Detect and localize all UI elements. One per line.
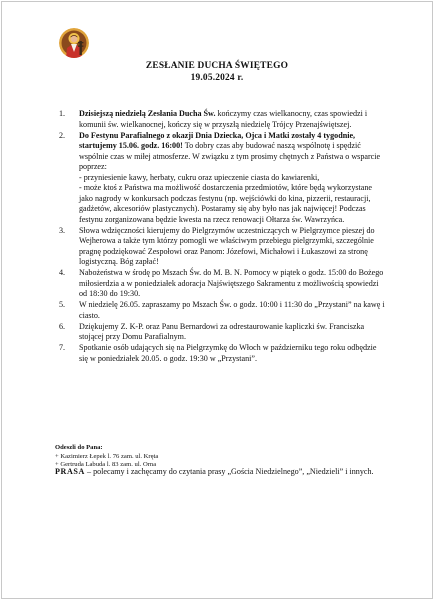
item-text: kończymy czas wielkanocny, czas spowiedzi i komunii św. wielkanocnej, kończy się w przyszłą niedzielę Trójcy Przenajświętszej.: [79, 109, 368, 129]
press-section: [55, 466, 395, 477]
item-number: 2.: [59, 130, 66, 140]
press-label: PRASA: [55, 467, 85, 476]
list-item: [59, 131, 385, 226]
press-text: – polecamy i zachęcamy do czytania prasy „Gościa Niedzielnego”, „Niedzieli” i innych.: [84, 467, 374, 476]
list-item: [59, 268, 385, 300]
item-number: 1.: [59, 109, 66, 118]
list-item: [59, 322, 385, 343]
deceased-heading: Odeszli do Pana:: [55, 444, 103, 451]
list-item: [59, 109, 385, 130]
item-text: W niedzielę 26.05. zapraszamy po Mszach Św. o godz. 10:00 i 11:30 do „Przystani” na kawę i ciasto.: [79, 300, 385, 320]
feast-title: ZESŁANIE DUCHA ŚWIĘTEGO: [145, 61, 289, 71]
item-number: 6.: [59, 321, 66, 331]
deceased-entry: + Gertruda Labuda l. 83 zam. ul. Orna: [55, 461, 157, 469]
deceased-entry: + Kazimierz Łepek l. 76 zam. ul. Kręta: [55, 452, 159, 460]
item-text: Dziękujemy Z. K-P. oraz Panu Bernardowi za odrestaurowanie kapliczki św. Franciszka stojącej przy Domu Parafialnym.: [79, 321, 365, 341]
list-item: [59, 300, 385, 321]
list-item: [59, 226, 385, 268]
item-text: Spotkanie osób udających się na Pielgrzymkę do Włoch w październiku tego roku odbędzie się w poniedziałek 20.05. o godz. 19:30 w „Przystani”.: [79, 343, 377, 363]
saint-portrait-icon: [59, 28, 89, 58]
item-highlight: Dzisiejszą niedzielą Zesłania Ducha Św.: [79, 109, 216, 118]
item-highlight: Do Festynu Parafialnego z okazji Dnia Dziecka, Ojca i Matki zostały 4 tygodnie, startujemy 15.06. godz. 16:00!: [79, 130, 356, 150]
item-number: 3.: [59, 225, 66, 235]
item-text: To dobry czas aby budować naszą wspólnotę i spędzić wspólnie czas w miłej atmosferze. W związku z tym prosimy chętnych z Państwa o wsparcie poprzez:: [79, 141, 381, 171]
list-item: [59, 343, 385, 364]
page-title: [2, 60, 432, 84]
item-number: 4.: [59, 268, 66, 277]
item-number: 5.: [59, 300, 66, 309]
item-text: Słowa wdzięczności kierujemy do Pielgrzymów uczestniczących w Pielgrzymce pieszej do Wejherowa a także tym którzy pomogli we właściwym przebiegu pielgrzymki, szczególnie pragnę podziękować Zespołowi oraz Panom: Józefowi, Michałowi i Łukaszowi za stronę logistyczną. Bóg zapłać!: [79, 225, 375, 266]
announcements-list: [59, 109, 385, 365]
item-text: Nabożeństwa w środę po Mszach Św. do M. B. N. Pomocy w piątek o godz. 15:00 do Bożego miłosierdzia a w poniedziałek adoracja Najświętszego Sakramentu z możliwością spowiedzi od 18:30 do 19:30.: [79, 268, 384, 298]
item-subline: - może ktoś z Państwa ma możliwość dostarczenia przedmiotów, które będą wykorzystane jako nagrody w konkursach podczas festynu (np. wejściówki do kina, pizzerii, restauracji, gadżetów, akcesoriów plastycznych). Postaramy się aby było nas jak najwięcej! Podczas festynu zorganizowana będzie kwesta na rzecz renowacji Ołtarza św. Wawrzyńca.: [79, 183, 373, 224]
bulletin-page: [1, 1, 433, 599]
feast-date: 19.05.2024 r.: [190, 73, 244, 83]
item-number: 7.: [59, 343, 66, 352]
item-subline: - przyniesienie kawy, herbaty, cukru oraz upieczenie ciasta do kawiarenki,: [79, 172, 320, 182]
